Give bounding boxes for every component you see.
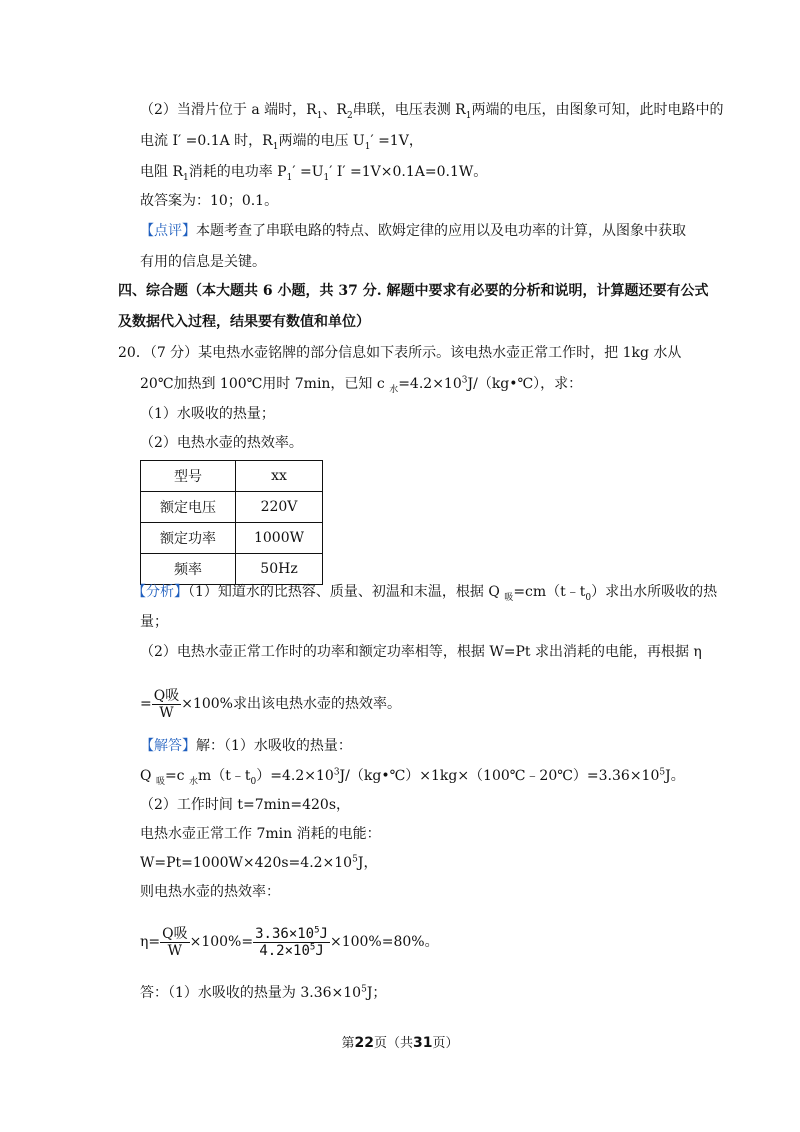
analysis-line3: （2）电热水壶正常工作时的功率和额定功率相等，根据 W=Pt 求出消耗的电能，再根据 η: [140, 644, 702, 660]
q20-line1: 20．（7 分）某电热水壶铭牌的部分信息如下表所示。该电热水壶正常工作时，把 1kg 水从: [118, 345, 682, 361]
table-cell: 220V: [236, 492, 323, 523]
table-cell: 50Hz: [236, 554, 323, 585]
fraction-efficiency: $\frac{\text{Q吸}}{W}$: [162, 925, 188, 959]
p2-line2: 电流 I′ =0.1A 时，$R_1$两端的电压 $U_1' =1V$，: [140, 133, 423, 152]
q20-subq1: （1）水吸收的热量；: [140, 406, 275, 422]
solution-line3: （2）工作时间 t=7min=420s，: [140, 797, 351, 813]
fraction-efficiency: $\frac{\text{Q吸}}{W}$: [153, 687, 180, 721]
p2-answer: 故答案为：10；0.1。: [140, 193, 279, 209]
solution-line5: $W=Pt=1000W\times 420s=4.2\times 10^5J$，: [140, 854, 378, 871]
p2-line3: 电阻 $R_1$消耗的电功率 $P_1' =U_1'$ I′ =1V×0.1A=0.1W。: [140, 164, 488, 183]
page-total: 31: [413, 1035, 433, 1051]
table-cell: 型号: [141, 461, 236, 492]
analysis-tag: 【分析】: [132, 584, 188, 600]
solution-line6: 则电热水壶的热效率：: [140, 884, 280, 900]
p2-line1: （2）当滑片位于 a 端时，$R_1$、$R_2$串联，电压表测 $R_1$两端的电压，由图象可知，此时电路中的: [140, 102, 724, 121]
table-row: [141, 523, 323, 554]
page-number: 22: [354, 1035, 374, 1051]
table-cell: 额定电压: [141, 492, 236, 523]
table-row: [141, 492, 323, 523]
analysis-formula-line: = $\frac{\text{Q吸}}{W}$ ×100%求出该电热水壶的热效率。: [140, 687, 401, 721]
section-heading-line2: 及数据代入过程，结果要有数值和单位）: [118, 314, 370, 330]
spec-table: [140, 460, 323, 585]
fraction-energy-ratio: $\frac{3.36\times 10^5J}{4.2\times 10^5J}$: [255, 924, 328, 959]
table-cell: xx: [236, 461, 323, 492]
table-row: [141, 461, 323, 492]
table-cell: 1000W: [236, 523, 323, 554]
review-tag: 【点评】: [140, 223, 196, 239]
analysis-line2: 量；: [140, 614, 168, 630]
solution-tag: 【解答】: [140, 738, 196, 754]
table-cell: 额定功率: [141, 523, 236, 554]
solution-answer-line: 答：（1）水吸收的热量为 $3.36\times 10^5J$；: [140, 984, 387, 1001]
solution-line1: 【解答】解：（1）水吸收的热量：: [140, 738, 352, 754]
page-footer: 第22页（共31页）: [341, 1035, 459, 1051]
q20-subq2: （2）电热水壶的热效率。: [140, 435, 303, 451]
q20-line2: 20℃加热到 100℃用时 7min，已知 c $_水=4.2\times 10^3J/(kg•℃)$，求：: [140, 375, 583, 395]
solution-efficiency-formula: η= $\frac{\text{Q吸}}{W}$ ×100%= $\frac{3.36\times 10^5J}{4.2\times 10^5J}$ ×100%=80%。: [140, 924, 439, 959]
section-heading-line1: 四、综合题（本大题共 6 小题，共 37 分. 解题中要求有必要的分析和说明，计算题还要有公式: [118, 283, 709, 299]
review-line2: 有用的信息是关键。: [140, 254, 266, 270]
table-cell: 频率: [141, 554, 236, 585]
solution-line2: Q $_吸$=c $_水m(t﹣t_0)=4.2\times 10^3J/(kg•℃)\times 1kg\times(100℃﹣20℃)=3.36\times 10^5J$。: [140, 767, 685, 787]
analysis-line1: 【分析】（1）知道水的比热容、质量、初温和末温，根据 Q $_吸=cm(t﹣t_0)$求出水所吸收的热: [132, 584, 718, 603]
table-row: [141, 554, 323, 585]
review-line1: 【点评】本题考查了串联电路的特点、欧姆定律的应用以及电功率的计算，从图象中获取: [140, 223, 686, 239]
solution-line4: 电热水壶正常工作 7min 消耗的电能：: [140, 826, 381, 842]
